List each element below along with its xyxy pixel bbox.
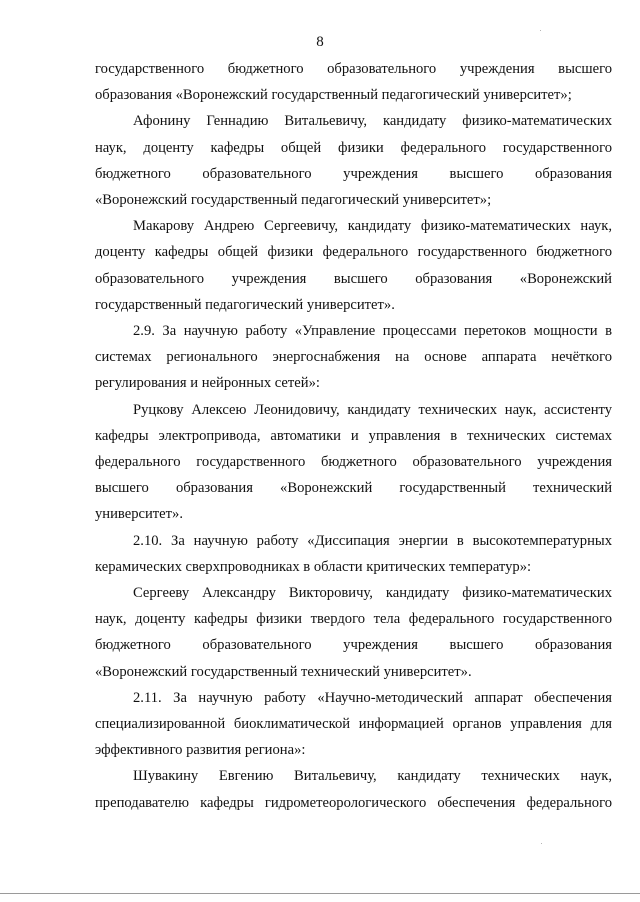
text-line: системах регионального энергоснабжения на основе аппарата нечёткого bbox=[95, 349, 612, 366]
text-line: доценту кафедры общей физики федерального государственного бюджетного bbox=[95, 244, 612, 261]
paragraph bbox=[95, 397, 612, 528]
text-line: образования «Воронежский государственный педагогический университет»; bbox=[95, 87, 572, 104]
paragraph bbox=[95, 318, 612, 397]
page-number: 8 bbox=[316, 34, 324, 50]
text-line: Макарову Андрею Сергеевичу, кандидату физико-математических наук, bbox=[133, 218, 612, 235]
text-line: государственного бюджетного образовательного учреждения высшего bbox=[95, 61, 612, 77]
scan-speck bbox=[541, 843, 542, 844]
scan-bottom-edge bbox=[0, 893, 640, 894]
paragraph bbox=[95, 56, 612, 108]
text-line: 2.10. За научную работу «Диссипация энергии в высокотемпературных bbox=[133, 532, 612, 549]
text-line: эффективного развития региона»: bbox=[95, 742, 306, 759]
text-line: государственный педагогический университет». bbox=[95, 296, 395, 313]
paragraph bbox=[95, 763, 612, 815]
text-line: наук, доценту кафедры физики твердого тела федерального государственного bbox=[95, 611, 612, 628]
text-line: преподавателю кафедры гидрометеорологического обеспечения федерального bbox=[95, 794, 612, 811]
paragraph bbox=[95, 108, 612, 213]
text-line: бюджетного образовательного учреждения высшего образования bbox=[95, 165, 612, 182]
paragraph bbox=[95, 580, 612, 685]
scan-speck bbox=[540, 30, 541, 31]
text-line: специализированной биоклиматической информацией органов управления для bbox=[95, 716, 612, 733]
text-line: «Воронежский государственный педагогический университет»; bbox=[95, 192, 492, 209]
text-line: керамических сверхпроводниках в области критических температур»: bbox=[95, 558, 532, 575]
text-line: Руцкову Алексею Леонидовичу, кандидату технических наук, ассистенту bbox=[133, 401, 612, 418]
document-body bbox=[95, 56, 612, 816]
paragraph bbox=[95, 213, 612, 318]
text-line: образовательного учреждения высшего образования «Воронежский bbox=[95, 270, 612, 287]
text-line: «Воронежский государственный технический университет». bbox=[95, 663, 472, 680]
paragraph bbox=[95, 528, 612, 580]
text-line: высшего образования «Воронежский государственный технический bbox=[95, 480, 612, 497]
text-line: 2.11. За научную работу «Научно-методический аппарат обеспечения bbox=[133, 689, 612, 706]
text-line: Сергееву Александру Викторовичу, кандидату физико-математических bbox=[133, 585, 612, 602]
text-line: регулирования и нейронных сетей»: bbox=[95, 375, 320, 392]
text-line: бюджетного образовательного учреждения высшего образования bbox=[95, 637, 612, 654]
text-line: наук, доценту кафедры общей физики федерального государственного bbox=[95, 139, 612, 156]
text-line: Афонину Геннадию Витальевичу, кандидату физико-математических bbox=[133, 113, 612, 130]
paragraph bbox=[95, 685, 612, 764]
text-line: 2.9. За научную работу «Управление процессами перетоков мощности в bbox=[133, 323, 612, 340]
text-line: кафедры электропривода, автоматики и управления в технических системах bbox=[95, 427, 612, 444]
text-line: федерального государственного бюджетного образовательного учреждения bbox=[95, 454, 612, 471]
text-line: университет». bbox=[95, 506, 183, 523]
text-line: Шувакину Евгению Витальевичу, кандидату технических наук, bbox=[133, 768, 612, 785]
